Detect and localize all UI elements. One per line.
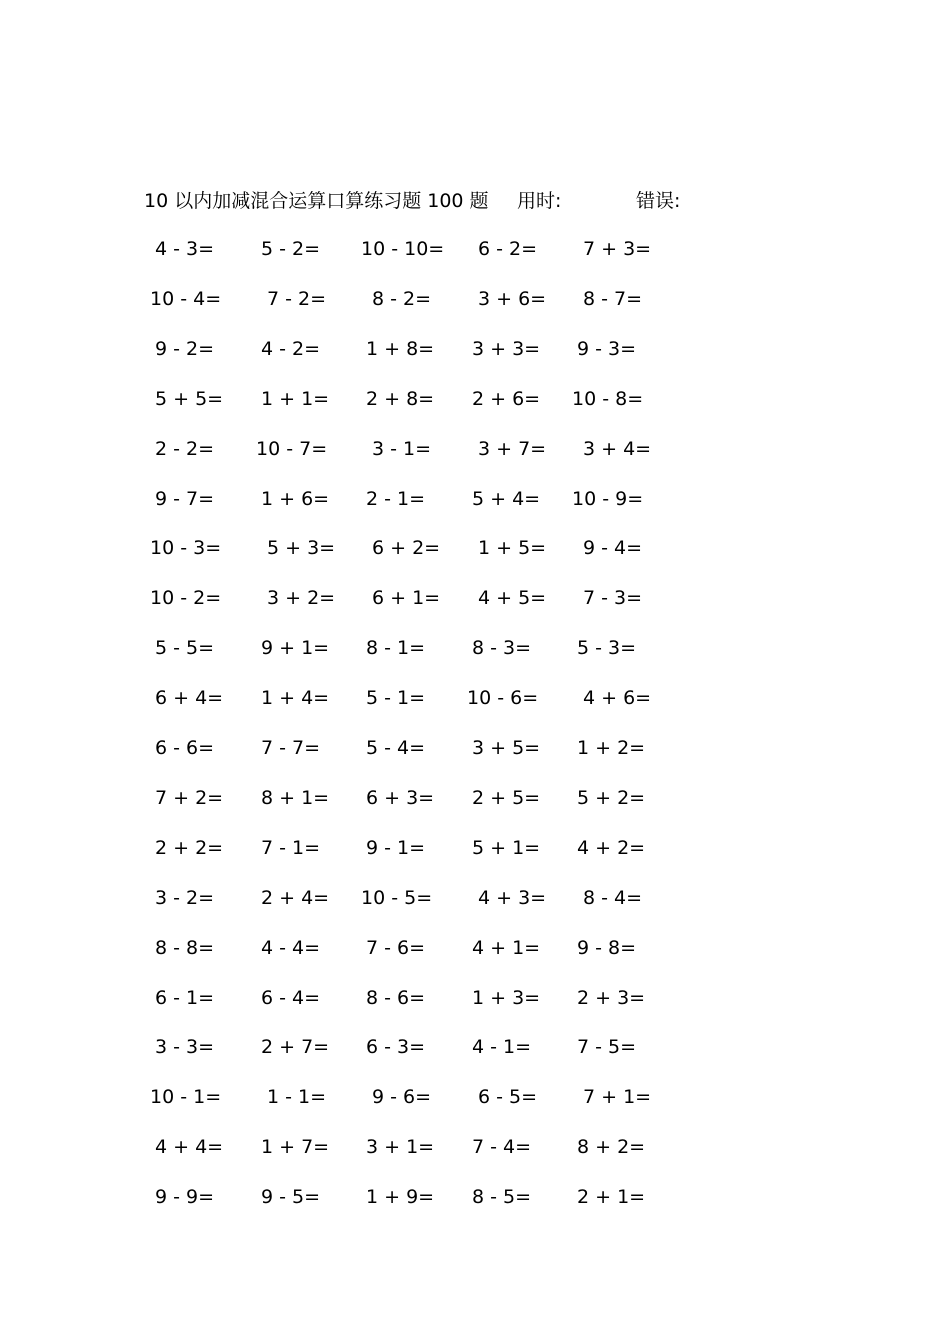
problem-item: 4 + 5= [478,587,547,610]
problem-item: 6 + 4= [155,687,224,710]
problem-row [0,833,950,863]
problem-row [0,1132,950,1162]
problem-item: 4 + 1= [472,936,541,959]
problem-item: 2 + 4= [261,886,330,909]
problem-item: 10 - 2= [150,587,222,610]
problem-item: 3 + 2= [267,587,336,610]
problem-item: 8 - 4= [583,886,643,909]
problem-item: 2 + 5= [472,786,541,809]
problem-item: 2 + 7= [261,1036,330,1059]
problem-item: 6 + 3= [366,786,435,809]
problem-item: 3 - 2= [155,886,215,909]
problem-item: 1 + 9= [366,1186,435,1209]
problem-item: 5 + 5= [155,387,224,410]
problem-row [0,583,950,613]
problem-item: 3 - 3= [155,1036,215,1059]
problem-item: 10 - 7= [256,437,328,460]
problem-item: 10 - 6= [467,687,539,710]
problem-row [0,334,950,364]
problem-item: 8 - 2= [372,287,432,310]
problem-item: 2 + 2= [155,836,224,859]
problem-item: 8 - 6= [366,986,426,1009]
problem-item: 10 - 8= [572,387,644,410]
problem-item: 9 + 1= [261,637,330,660]
problem-item: 4 + 6= [583,687,652,710]
problem-item: 7 + 1= [583,1086,652,1109]
problem-item: 5 + 2= [577,786,646,809]
problem-row [0,683,950,713]
problem-item: 3 + 4= [583,437,652,460]
problem-row [0,983,950,1013]
problem-row [0,484,950,514]
problem-item: 3 + 1= [366,1136,435,1159]
problem-row [0,883,950,913]
problem-item: 7 - 5= [577,1036,637,1059]
problem-row [0,783,950,813]
problem-item: 2 - 1= [366,487,426,510]
problem-item: 1 + 2= [577,737,646,759]
problem-item: 3 - 1= [372,437,432,460]
problem-item: 1 + 6= [261,487,330,510]
problem-item: 4 + 4= [155,1136,224,1159]
problem-row [0,284,950,314]
problem-item: 1 + 4= [261,687,330,710]
problem-item: 2 + 1= [577,1186,646,1209]
problem-item: 6 - 1= [155,986,215,1009]
problem-item: 2 + 3= [577,986,646,1009]
problem-item: 10 - 3= [150,537,222,560]
problem-item: 10 - 10= [361,238,445,260]
problem-item: 8 + 2= [577,1136,646,1159]
problem-item: 2 - 2= [155,437,215,460]
problem-item: 6 - 2= [478,238,538,260]
problem-row [0,633,950,663]
problem-item: 9 - 7= [155,487,215,510]
problem-item: 9 - 3= [577,337,637,360]
problem-item: 9 - 6= [372,1086,432,1109]
problem-item: 7 - 2= [267,287,327,310]
problem-item: 6 - 4= [261,986,321,1009]
problem-item: 5 - 1= [366,687,426,710]
problem-item: 5 - 4= [366,737,426,759]
problem-item: 3 + 7= [478,437,547,460]
problem-item: 9 - 8= [577,936,637,959]
problem-item: 8 - 3= [472,637,532,660]
problem-item: 5 - 3= [577,637,637,660]
problem-item: 1 + 8= [366,337,435,360]
problem-row [0,434,950,464]
problem-row [0,933,950,963]
problem-item: 7 - 3= [583,587,643,610]
worksheet-title: 10 以内加减混合运算口算练习题 100 题 [144,190,489,212]
problem-item: 3 + 3= [472,337,541,360]
problem-item: 6 - 5= [478,1086,538,1109]
problem-item: 1 + 1= [261,387,330,410]
problem-item: 10 - 5= [361,886,433,909]
problem-row [0,1032,950,1062]
problem-item: 10 - 4= [150,287,222,310]
problem-row [0,533,950,563]
problem-item: 8 - 7= [583,287,643,310]
problem-item: 7 + 2= [155,786,224,809]
problem-row [0,1082,950,1112]
problem-item: 4 - 1= [472,1036,532,1059]
problem-item: 5 + 3= [267,537,336,560]
problem-item: 7 - 7= [261,737,321,759]
problem-row [0,733,950,763]
problem-item: 7 - 6= [366,936,426,959]
problem-item: 10 - 9= [572,487,644,510]
problem-item: 6 + 2= [372,537,441,560]
problem-item: 9 - 9= [155,1186,215,1209]
problem-item: 1 + 3= [472,986,541,1009]
problem-row [0,234,950,264]
problem-item: 4 - 3= [155,238,215,260]
time-label: 用时: [517,190,562,212]
problem-item: 5 + 1= [472,836,541,859]
problem-item: 4 - 4= [261,936,321,959]
problem-item: 7 - 1= [261,836,321,859]
problem-item: 3 + 6= [478,287,547,310]
problem-item: 6 - 6= [155,737,215,759]
problem-item: 6 - 3= [366,1036,426,1059]
problem-item: 2 + 8= [366,387,435,410]
problem-item: 10 - 1= [150,1086,222,1109]
problem-row [0,384,950,414]
problem-item: 8 - 1= [366,637,426,660]
problem-item: 8 + 1= [261,786,330,809]
problem-item: 3 + 5= [472,737,541,759]
problem-item: 5 + 4= [472,487,541,510]
problem-item: 5 - 5= [155,637,215,660]
problem-item: 1 + 7= [261,1136,330,1159]
problem-item: 4 + 3= [478,886,547,909]
problem-item: 6 + 1= [372,587,441,610]
problem-item: 7 - 4= [472,1136,532,1159]
problem-row [0,1182,950,1212]
problem-item: 8 - 5= [472,1186,532,1209]
problem-item: 2 + 6= [472,387,541,410]
problem-item: 4 - 2= [261,337,321,360]
problem-item: 1 - 1= [267,1086,327,1109]
problem-item: 1 + 5= [478,537,547,560]
problem-item: 9 - 4= [583,537,643,560]
problem-item: 4 + 2= [577,836,646,859]
problem-item: 9 - 1= [366,836,426,859]
problem-item: 9 - 2= [155,337,215,360]
errors-label: 错误: [636,190,681,212]
problem-item: 5 - 2= [261,238,321,260]
problem-item: 8 - 8= [155,936,215,959]
problem-item: 9 - 5= [261,1186,321,1209]
problem-item: 7 + 3= [583,238,652,260]
